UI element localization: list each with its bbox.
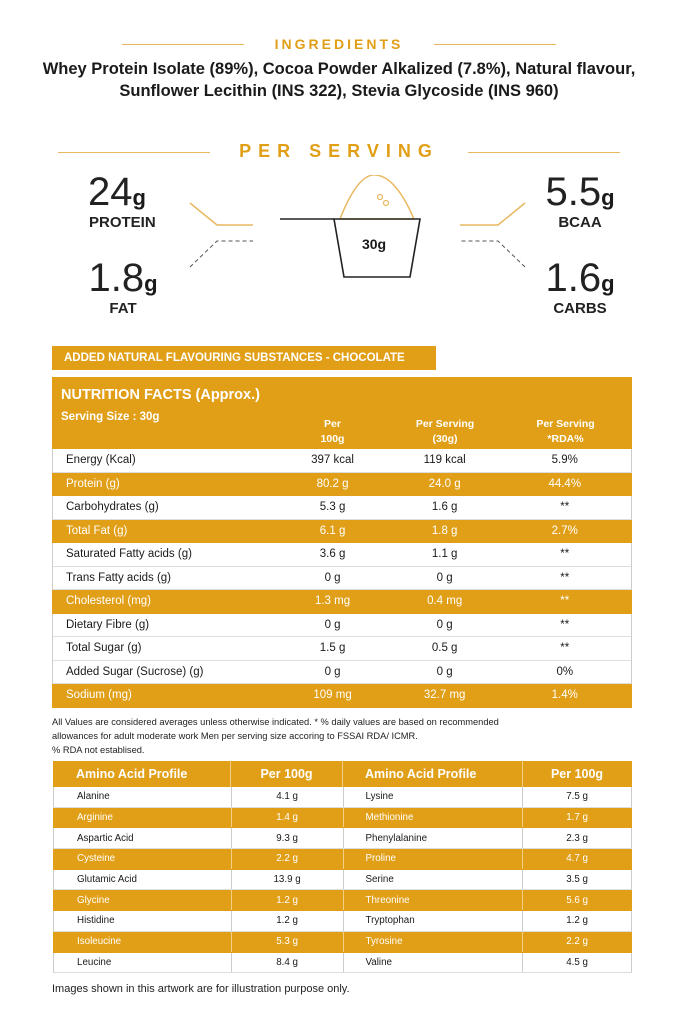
amino-value: 13.9 g (232, 870, 344, 890)
amino-name: Histidine (54, 911, 232, 931)
col-rda (499, 417, 632, 447)
note-line-2: allowances for adult moderate work Men per serving size accoring to FSSAI RDA/ ICMR. (52, 731, 418, 741)
fat-value: 1.8 (88, 256, 145, 300)
col-per-100g (274, 417, 391, 447)
nutrient-name: Sodium (mg) (66, 689, 132, 702)
footer-disclaimer: Images shown in this artwork are for illustration purpose only. (52, 983, 350, 995)
amino-name: Tryptophan (344, 911, 524, 931)
nutrition-row (52, 637, 632, 661)
fat-macro (88, 258, 158, 317)
ingredients-text (20, 58, 658, 102)
carbs-value: 1.6 (545, 256, 602, 300)
protein-label: PROTEIN (89, 214, 156, 231)
ingredients-title: INGREDIENTS (274, 36, 404, 52)
nutrient-per100: 1.3 mg (314, 595, 351, 608)
nutrient-name: Carbohydrates (g) (66, 501, 159, 514)
nutrient-name: Saturated Fatty acids (g) (66, 548, 192, 561)
nutrient-per100: 0 g (324, 665, 341, 678)
amino-value: 1.2 g (232, 911, 344, 931)
nutrition-title: NUTRITION FACTS (Approx.) (61, 387, 260, 403)
nutrient-rda: ** (560, 548, 570, 561)
note-line-1: All Values are considered averages unless otherwise indicated. * % daily values are based on recommended (52, 717, 499, 727)
amino-name: Phenylalanine (344, 828, 524, 848)
bcaa-unit: g (601, 185, 615, 210)
amino-name: Valine (344, 953, 524, 973)
amino-row (53, 849, 632, 870)
amino-row (53, 870, 632, 891)
nutrition-note (52, 715, 632, 757)
nutrient-per100: 109 mg (313, 689, 352, 702)
carbs-macro (543, 258, 617, 317)
col-per-100g-line2: 100g (320, 433, 345, 445)
nutrient-rda: ** (560, 501, 570, 514)
nutrition-row (52, 473, 632, 497)
amino-value: 9.3 g (232, 828, 344, 848)
amino-value: 4.1 g (232, 787, 344, 807)
nutrient-per100: 397 kcal (311, 454, 354, 467)
amino-value: 8.4 g (232, 953, 344, 973)
nutrient-serving: 24.0 g (428, 477, 461, 490)
carbs-label: CARBS (553, 300, 607, 317)
nutrition-row (52, 614, 632, 638)
ingredients-line-1: Whey Protein Isolate (89%), Cocoa Powder Alkalized (7.8%), Natural flavour, (42, 60, 636, 78)
nutrient-rda: 0% (556, 665, 574, 678)
nutrition-row (52, 543, 632, 567)
bcaa-value: 5.5 (545, 170, 602, 214)
amino-header-value-1: Per 100g (231, 761, 343, 787)
amino-value: 2.2 g (566, 936, 588, 948)
scoop-icon (278, 175, 438, 285)
serving-size: Serving Size : 30g (61, 411, 160, 423)
amino-row (53, 828, 632, 849)
nutrient-name: Cholesterol (mg) (66, 595, 151, 608)
nutrient-rda: 2.7% (551, 524, 578, 537)
nutrition-row (52, 661, 632, 685)
right-connector-lines (450, 195, 530, 275)
amino-value: 2.2 g (232, 849, 344, 869)
nutrient-rda: ** (560, 618, 570, 631)
nutrient-name: Added Sugar (Sucrose) (g) (66, 665, 204, 678)
col-rda-line2: *RDA% (547, 433, 584, 445)
nutrient-serving: 0 g (436, 571, 453, 584)
nutrient-per100: 0 g (324, 571, 341, 584)
nutrient-rda: ** (560, 595, 570, 608)
nutrition-row (52, 449, 632, 473)
nutrition-row (52, 567, 632, 591)
amino-name: Isoleucine (54, 932, 232, 952)
nutrient-per100: 5.3 g (319, 501, 346, 514)
amino-row (53, 953, 632, 974)
amino-acid-table (53, 761, 632, 973)
amino-value: 1.2 g (232, 890, 344, 910)
amino-value: 1.7 g (566, 812, 588, 824)
amino-name: Threonine (344, 890, 524, 910)
nutrient-per100: 6.1 g (319, 524, 346, 537)
amino-name: Leucine (54, 953, 232, 973)
col-per-serving-line1: Per Serving (415, 418, 475, 430)
col-per-serving (391, 417, 499, 447)
amino-name: Glycine (54, 890, 232, 910)
nutrient-per100: 0 g (324, 618, 341, 631)
amino-name: Proline (344, 849, 524, 869)
nutrition-row (52, 496, 632, 520)
scoop-label: 30g (361, 236, 387, 252)
nutrient-rda: ** (560, 642, 570, 655)
nutrition-header (52, 377, 632, 449)
amino-name: Lysine (344, 787, 524, 807)
fat-label: FAT (109, 300, 137, 317)
protein-macro (88, 172, 156, 231)
nutrition-facts-table (52, 377, 632, 708)
amino-value: 1.4 g (232, 808, 344, 828)
per-serving-title: PER SERVING (239, 141, 439, 161)
amino-value: 3.5 g (566, 874, 588, 886)
nutrition-row (52, 520, 632, 544)
nutrient-rda: ** (560, 571, 570, 584)
amino-value: 5.6 g (566, 894, 588, 906)
nutrient-name: Trans Fatty acids (g) (66, 571, 172, 584)
amino-row (53, 808, 632, 829)
protein-unit: g (132, 185, 146, 210)
left-connector-lines (185, 195, 265, 275)
nutrient-rda: 5.9% (551, 454, 578, 467)
amino-row (53, 787, 632, 808)
amino-value: 7.5 g (566, 791, 588, 803)
nutrient-serving: 0 g (436, 618, 453, 631)
nutrient-name: Total Fat (g) (66, 524, 128, 537)
amino-value: 4.7 g (566, 853, 588, 865)
col-rda-line1: Per Serving (536, 418, 595, 430)
protein-value: 24 (88, 170, 133, 214)
amino-row (53, 932, 632, 953)
amino-row (53, 890, 632, 911)
amino-header (53, 761, 632, 787)
amino-value: 2.3 g (566, 832, 588, 844)
nutrition-row (52, 590, 632, 614)
col-per-serving-line2: (30g) (432, 433, 458, 445)
nutrient-serving: 0.4 mg (427, 595, 463, 608)
amino-value: 5.3 g (232, 932, 344, 952)
amino-name: Serine (344, 870, 524, 890)
nutrient-serving: 1.8 g (431, 524, 458, 537)
nutrient-rda: 44.4% (548, 477, 582, 490)
amino-header-name-2: Amino Acid Profile (343, 761, 523, 787)
amino-value: 4.5 g (566, 956, 588, 968)
nutrient-serving: 0.5 g (431, 642, 458, 655)
amino-header-name-1: Amino Acid Profile (53, 761, 231, 787)
nutrient-serving: 119 kcal (423, 454, 466, 467)
nutrient-rda: 1.4% (551, 689, 578, 702)
nutrient-serving: 1.6 g (431, 501, 458, 514)
nutrient-serving: 32.7 mg (423, 689, 466, 702)
amino-name: Methionine (344, 808, 524, 828)
amino-name: Tyrosine (344, 932, 524, 952)
amino-value: 1.2 g (566, 915, 588, 927)
nutrient-per100: 80.2 g (316, 477, 349, 490)
amino-row (53, 911, 632, 932)
nutrient-per100: 3.6 g (319, 548, 346, 561)
nutrient-name: Total Sugar (g) (66, 642, 142, 655)
fat-unit: g (144, 271, 158, 296)
nutrient-name: Energy (Kcal) (66, 454, 136, 467)
nutrition-row (52, 684, 632, 708)
amino-header-value-2: Per 100g (550, 767, 604, 781)
amino-name: Cysteine (54, 849, 232, 869)
amino-name: Alanine (54, 787, 232, 807)
nutrient-per100: 1.5 g (319, 642, 346, 655)
bcaa-macro (540, 172, 620, 231)
amino-name: Arginine (54, 808, 232, 828)
amino-name: Glutamic Acid (54, 870, 232, 890)
col-per-100g-line1: Per (324, 418, 341, 430)
bcaa-label: BCAA (558, 214, 602, 231)
ingredients-line-2: Sunflower Lecithin (INS 322), Stevia Glycoside (INS 960) (119, 82, 559, 100)
flavour-banner: ADDED NATURAL FLAVOURING SUBSTANCES - CHOCOLATE (52, 346, 436, 370)
nutrient-serving: 1.1 g (431, 548, 458, 561)
amino-name: Aspartic Acid (54, 828, 232, 848)
nutrient-serving: 0 g (436, 665, 453, 678)
note-line-3: % RDA not establised. (52, 745, 145, 755)
carbs-unit: g (601, 271, 615, 296)
nutrient-name: Dietary Fibre (g) (66, 618, 150, 631)
nutrient-name: Protein (g) (66, 477, 120, 490)
